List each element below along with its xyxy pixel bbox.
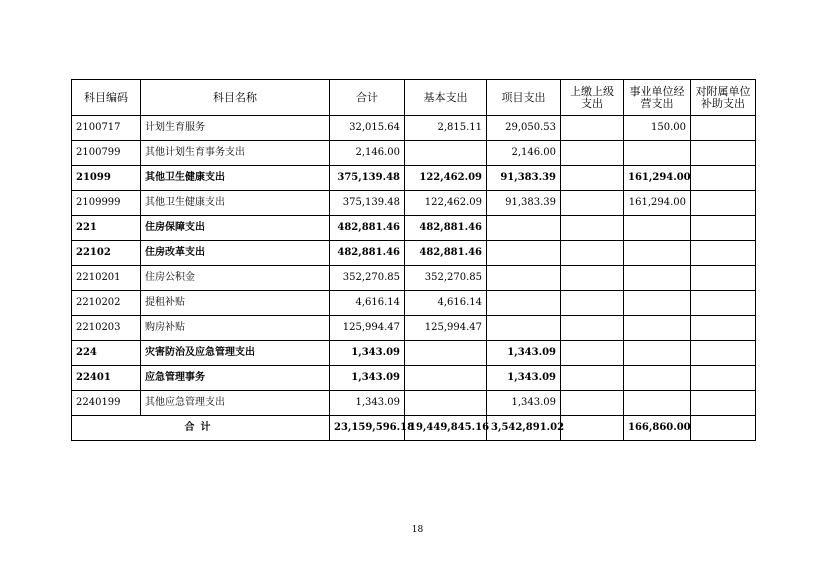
row-subsidy (691, 341, 756, 366)
row-subsidy (691, 116, 756, 141)
row-subsidy (691, 266, 756, 291)
row-business: 150.00 (624, 116, 691, 141)
row-business (624, 241, 691, 266)
row-basic (405, 341, 487, 366)
table-row (72, 366, 756, 391)
table-row (72, 191, 756, 216)
row-upper (561, 341, 624, 366)
row-upper (561, 191, 624, 216)
row-name: 其他卫生健康支出 (141, 166, 330, 191)
table-row (72, 316, 756, 341)
row-business (624, 366, 691, 391)
row-code: 224 (72, 341, 141, 366)
row-basic: 125,994.47 (405, 316, 487, 341)
row-code: 2109999 (72, 191, 141, 216)
row-subsidy (691, 191, 756, 216)
table-row (72, 291, 756, 316)
row-subsidy (691, 241, 756, 266)
row-project: 2,146.00 (487, 141, 561, 166)
table-row (72, 141, 756, 166)
row-upper (561, 241, 624, 266)
row-total: 4,616.14 (330, 291, 405, 316)
row-name: 计划生育服务 (141, 116, 330, 141)
header-upper: 上缴上级支出 (561, 80, 624, 116)
row-project (487, 316, 561, 341)
total-row-project: 3,542,891.02 (487, 416, 561, 441)
row-name: 灾害防治及应急管理支出 (141, 341, 330, 366)
total-row-subsidy (691, 416, 756, 441)
row-upper (561, 291, 624, 316)
row-code: 2240199 (72, 391, 141, 416)
row-subsidy (691, 366, 756, 391)
header-subsidy: 对附属单位补助支出 (691, 80, 756, 116)
row-project (487, 291, 561, 316)
total-row (72, 416, 756, 441)
row-total: 482,881.46 (330, 241, 405, 266)
row-upper (561, 141, 624, 166)
row-basic: 482,881.46 (405, 241, 487, 266)
row-code: 2210202 (72, 291, 141, 316)
row-project: 91,383.39 (487, 166, 561, 191)
row-total: 125,994.47 (330, 316, 405, 341)
row-business (624, 291, 691, 316)
row-total: 1,343.09 (330, 366, 405, 391)
row-total: 1,343.09 (330, 341, 405, 366)
row-code: 21099 (72, 166, 141, 191)
row-business (624, 141, 691, 166)
row-upper (561, 166, 624, 191)
total-row-basic: 19,449,845.16 (405, 416, 487, 441)
row-subsidy (691, 291, 756, 316)
header-code: 科目编码 (72, 80, 141, 116)
row-basic: 122,462.09 (405, 166, 487, 191)
row-name: 住房公积金 (141, 266, 330, 291)
row-project: 1,343.09 (487, 341, 561, 366)
header-basic: 基本支出 (405, 80, 487, 116)
row-business (624, 316, 691, 341)
row-total: 482,881.46 (330, 216, 405, 241)
row-project (487, 241, 561, 266)
table-row (72, 116, 756, 141)
row-total: 2,146.00 (330, 141, 405, 166)
row-basic: 352,270.85 (405, 266, 487, 291)
row-total: 32,015.64 (330, 116, 405, 141)
row-basic (405, 141, 487, 166)
row-name: 其他应急管理支出 (141, 391, 330, 416)
total-row-label: 合计 (72, 416, 330, 441)
row-name: 住房改革支出 (141, 241, 330, 266)
row-code: 221 (72, 216, 141, 241)
row-basic: 4,616.14 (405, 291, 487, 316)
table-row (72, 166, 756, 191)
header-project: 项目支出 (487, 80, 561, 116)
row-upper (561, 391, 624, 416)
row-business (624, 341, 691, 366)
header-row (72, 80, 756, 116)
header-total: 合计 (330, 80, 405, 116)
row-subsidy (691, 316, 756, 341)
row-project: 1,343.09 (487, 391, 561, 416)
row-upper (561, 216, 624, 241)
row-project: 1,343.09 (487, 366, 561, 391)
row-name: 住房保障支出 (141, 216, 330, 241)
row-upper (561, 266, 624, 291)
row-upper (561, 316, 624, 341)
row-code: 22102 (72, 241, 141, 266)
page-number: 18 (411, 525, 424, 535)
table-row (72, 216, 756, 241)
table-row (72, 266, 756, 291)
row-basic (405, 366, 487, 391)
total-row-total: 23,159,596.18 (330, 416, 405, 441)
row-subsidy (691, 216, 756, 241)
table-row (72, 241, 756, 266)
total-row-business: 166,860.00 (624, 416, 691, 441)
row-basic (405, 391, 487, 416)
table-body (72, 116, 756, 441)
row-subsidy (691, 141, 756, 166)
row-name: 购房补贴 (141, 316, 330, 341)
row-basic: 2,815.11 (405, 116, 487, 141)
row-total: 375,139.48 (330, 166, 405, 191)
row-total: 375,139.48 (330, 191, 405, 216)
row-code: 2100717 (72, 116, 141, 141)
row-name: 应急管理事务 (141, 366, 330, 391)
row-code: 2210203 (72, 316, 141, 341)
row-business (624, 216, 691, 241)
row-total: 352,270.85 (330, 266, 405, 291)
row-business: 161,294.00 (624, 191, 691, 216)
row-project (487, 216, 561, 241)
row-upper (561, 116, 624, 141)
row-total: 1,343.09 (330, 391, 405, 416)
row-name: 其他计划生育事务支出 (141, 141, 330, 166)
header-business: 事业单位经营支出 (624, 80, 691, 116)
row-project: 91,383.39 (487, 191, 561, 216)
row-basic: 482,881.46 (405, 216, 487, 241)
row-subsidy (691, 391, 756, 416)
table-row (72, 391, 756, 416)
row-basic: 122,462.09 (405, 191, 487, 216)
row-code: 2100799 (72, 141, 141, 166)
row-code: 22401 (72, 366, 141, 391)
row-name: 提租补贴 (141, 291, 330, 316)
budget-table (71, 79, 756, 441)
table-row (72, 341, 756, 366)
row-business: 161,294.00 (624, 166, 691, 191)
row-upper (561, 366, 624, 391)
row-project (487, 266, 561, 291)
header-name: 科目名称 (141, 80, 330, 116)
row-business (624, 266, 691, 291)
row-name: 其他卫生健康支出 (141, 191, 330, 216)
total-row-upper (561, 416, 624, 441)
row-subsidy (691, 166, 756, 191)
row-business (624, 391, 691, 416)
row-project: 29,050.53 (487, 116, 561, 141)
row-code: 2210201 (72, 266, 141, 291)
